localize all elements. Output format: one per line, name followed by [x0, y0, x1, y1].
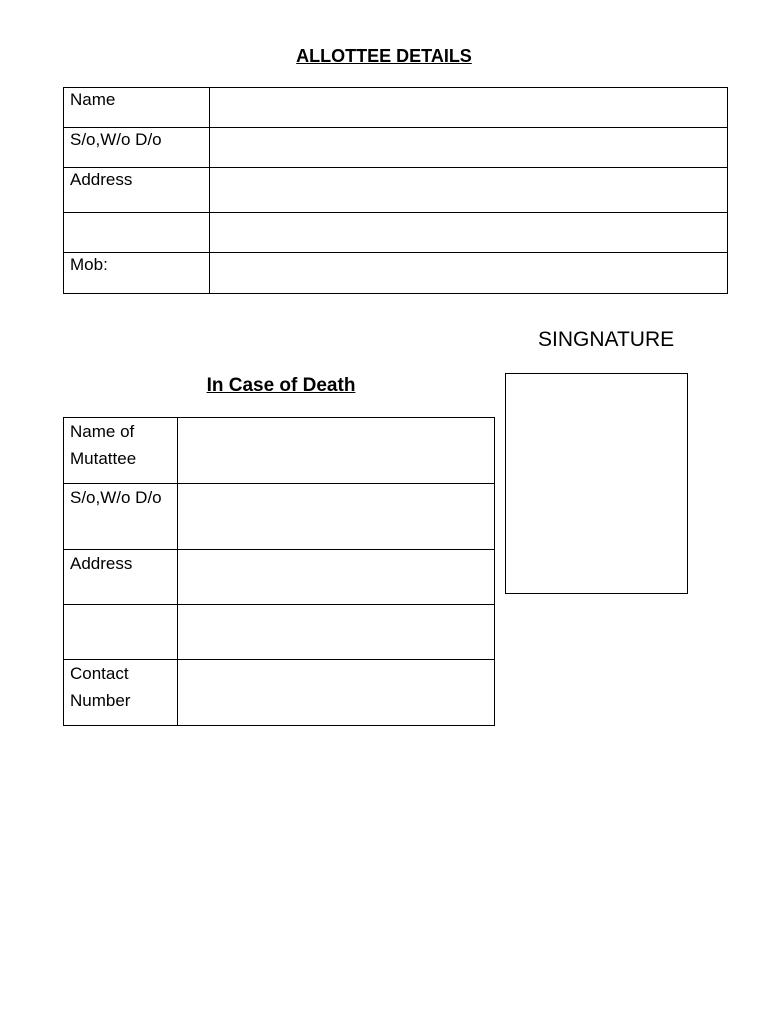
death-row-address-continued [64, 605, 495, 660]
allottee-name-field[interactable] [210, 88, 728, 128]
in-case-of-death-title: In Case of Death [206, 375, 356, 396]
in-case-of-death-table [63, 417, 495, 726]
allottee-relation-label: S/o,W/o D/o [64, 128, 210, 168]
allottee-address-continued-label [64, 213, 210, 253]
allottee-details-table [63, 87, 728, 294]
mutattee-address-continued-label [64, 605, 178, 660]
mutattee-address-label: Address [64, 550, 178, 605]
allottee-details-title: ALLOTTEE DETAILS [296, 46, 472, 66]
allottee-row-mobile [64, 253, 728, 294]
allottee-address-field[interactable] [210, 168, 728, 213]
death-row-address [64, 550, 495, 605]
mutattee-name-label: Name of Mutattee [64, 418, 178, 484]
allottee-relation-field[interactable] [210, 128, 728, 168]
mutattee-address-field[interactable] [178, 550, 495, 605]
signature-label: SINGNATURE [538, 328, 675, 351]
allottee-row-address-continued [64, 213, 728, 253]
mutattee-relation-field[interactable] [178, 484, 495, 550]
death-row-relation [64, 484, 495, 550]
signature-box[interactable] [505, 373, 688, 594]
death-row-mutattee-name [64, 418, 495, 484]
mutattee-address-continued-field[interactable] [178, 605, 495, 660]
allottee-address-continued-field[interactable] [210, 213, 728, 253]
mutattee-name-field[interactable] [178, 418, 495, 484]
death-row-contact [64, 660, 495, 726]
allottee-address-label: Address [64, 168, 210, 213]
allottee-name-label: Name [64, 88, 210, 128]
contact-number-label: Contact Number [64, 660, 178, 726]
allottee-row-relation [64, 128, 728, 168]
allottee-row-address [64, 168, 728, 213]
allottee-mobile-label: Mob: [64, 253, 210, 294]
contact-number-field[interactable] [178, 660, 495, 726]
allottee-row-name [64, 88, 728, 128]
mutattee-relation-label: S/o,W/o D/o [64, 484, 178, 550]
allottee-mobile-field[interactable] [210, 253, 728, 294]
